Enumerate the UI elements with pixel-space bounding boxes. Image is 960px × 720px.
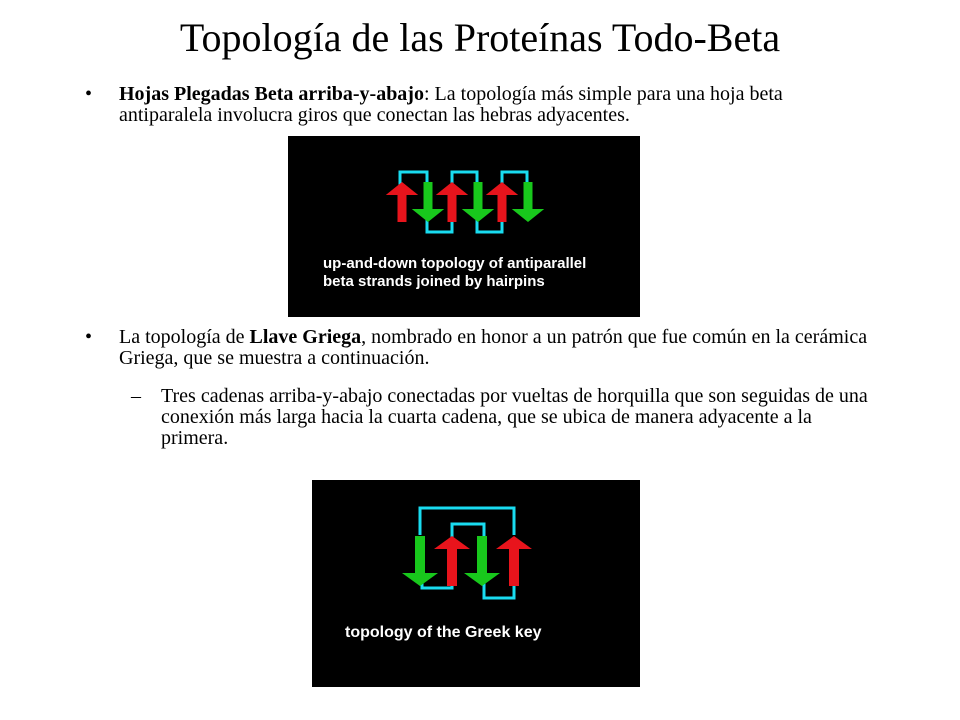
- bullet-term: Llave Griega: [249, 326, 362, 348]
- strand-arrow-down-6: [512, 182, 544, 222]
- sub-bullet-marker: –: [131, 385, 141, 407]
- sub-bullet-greek-key: [0, 386, 960, 452]
- hairpin-connectors: [400, 172, 527, 232]
- bullet-marker: •: [85, 326, 93, 348]
- strand-arrow-up-2: [434, 536, 470, 586]
- strand-arrow-down-1: [402, 536, 438, 586]
- strand-arrow-up-4: [496, 536, 532, 586]
- strand-arrow-up-3: [436, 182, 468, 222]
- figure1-caption: [323, 255, 586, 291]
- strand-arrow-up-5: [486, 182, 518, 222]
- bullet-text: [119, 327, 879, 369]
- strand-arrow-down-2: [412, 182, 444, 222]
- sub-bullet-text: Tres cadenas arriba-y-abajo conectadas por vueltas de horquilla que son seguidas de una conexión más larga hacia la cuarta cadena, que se ubica de manera adyacente a la primera.: [161, 385, 868, 449]
- greek-key-connectors: [420, 508, 514, 598]
- figure-greek-key-topology: [312, 480, 640, 687]
- figure1-caption-line1: up-and-down topology of antiparallel: [323, 255, 587, 272]
- bullet-body-end: , nombrado en honor a un patrón que fue común en la cerámica Griega, que se muestra a continuación.: [119, 326, 868, 369]
- bullet-text: [119, 84, 879, 126]
- strand-arrow-up-1: [386, 182, 418, 222]
- strand-arrow-down-4: [462, 182, 494, 222]
- slide-title: Topología de las Proteínas Todo-Beta: [179, 15, 781, 60]
- figure-up-and-down-topology: [288, 136, 640, 317]
- strand-arrows: [402, 536, 532, 586]
- bullet-body-start: La topología de: [119, 326, 250, 348]
- strand-arrow-down-3: [464, 536, 500, 586]
- greek-key-diagram: [312, 480, 640, 687]
- bullet-body: : La topología más simple para una hoja beta antiparalela involucra giros que conectan las hebras adyacentes.: [119, 83, 783, 126]
- bullet-greek-key: [0, 327, 960, 371]
- strand-arrows: [386, 182, 544, 222]
- figure1-caption-line2: beta strands joined by hairpins: [323, 273, 545, 290]
- figure2-caption: topology of the Greek key: [345, 624, 542, 641]
- bullet-term: Hojas Plegadas Beta arriba-y-abajo: [119, 83, 424, 105]
- bullet-marker: •: [85, 83, 93, 105]
- bullet-up-and-down: [0, 84, 960, 128]
